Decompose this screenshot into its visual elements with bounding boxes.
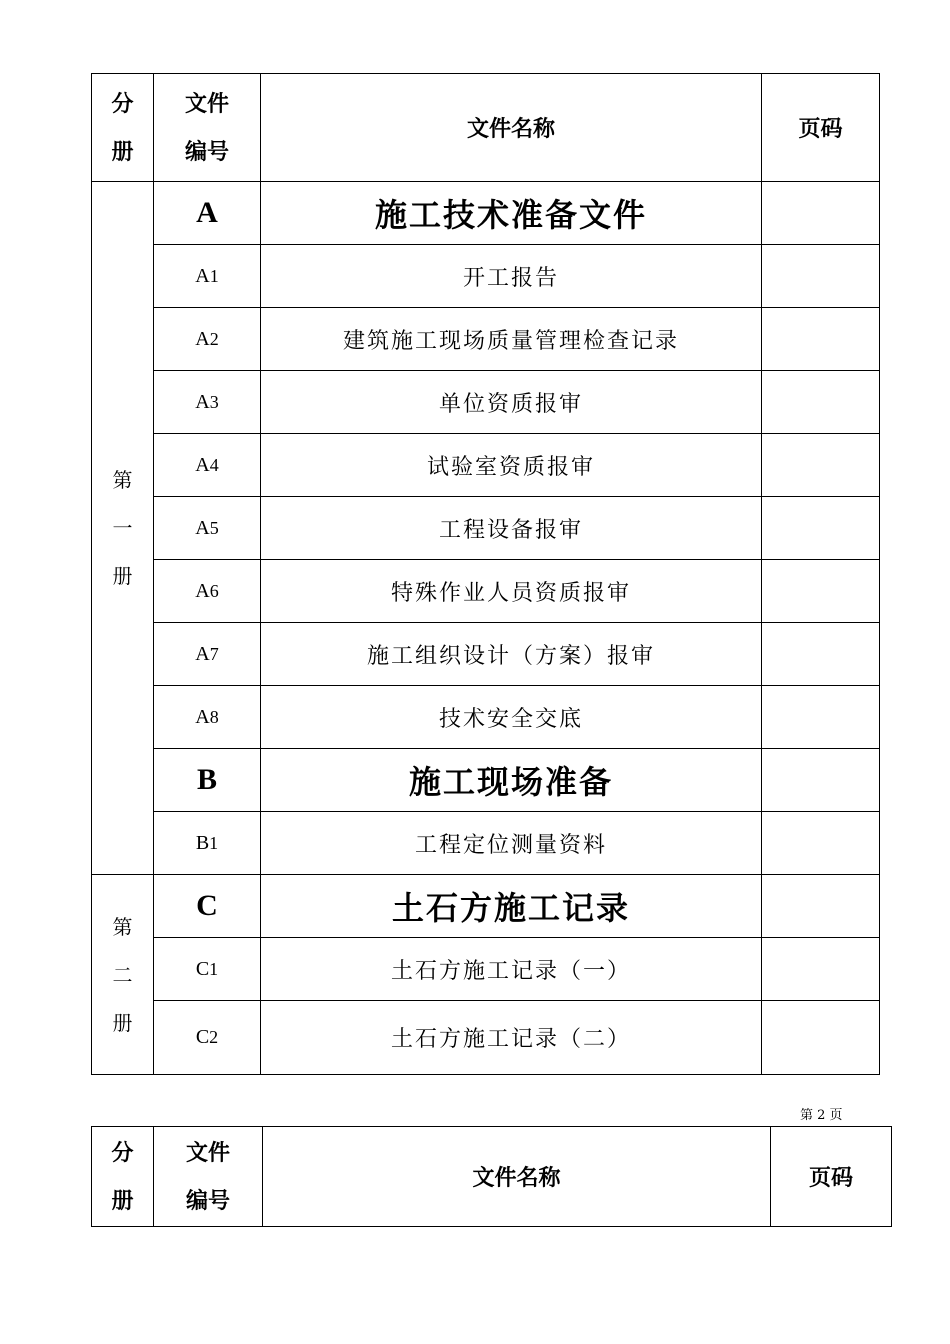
file-title: 特殊作业人员资质报审 <box>261 560 762 623</box>
file-code-letter: A <box>195 579 210 602</box>
file-code <box>154 308 261 371</box>
header-code: 文件编号 <box>154 74 261 182</box>
section-row <box>92 182 880 245</box>
file-code-number: 5 <box>209 517 219 538</box>
file-code-letter: C <box>195 1026 210 1048</box>
file-code-letter: A <box>195 516 210 539</box>
file-title: 试验室资质报审 <box>261 434 762 497</box>
file-code <box>154 623 261 686</box>
table-row <box>92 434 880 497</box>
header-row <box>92 1127 892 1227</box>
section-code: B <box>154 749 261 812</box>
file-code <box>154 1001 261 1075</box>
table-row <box>92 560 880 623</box>
file-code-letter: B <box>195 831 210 854</box>
page-cell <box>762 308 880 371</box>
page-number: 第 2 页 <box>800 1108 843 1123</box>
table-row <box>92 686 880 749</box>
file-code <box>154 497 261 560</box>
file-code-number: 2 <box>209 328 219 349</box>
file-code-number: 3 <box>209 391 219 412</box>
page-cell <box>762 938 880 1001</box>
file-code-letter: A <box>195 705 210 728</box>
file-code <box>154 434 261 497</box>
file-title: 土石方施工记录（一） <box>261 938 762 1001</box>
header-page: 页码 <box>771 1127 892 1227</box>
file-code-number: 1 <box>209 958 219 979</box>
page-cell <box>762 623 880 686</box>
file-code <box>154 938 261 1001</box>
file-code-letter: C <box>195 957 210 980</box>
table-row <box>92 623 880 686</box>
page-cell <box>762 245 880 308</box>
page-cell <box>762 182 880 245</box>
file-index-table-continued <box>91 1126 892 1227</box>
page-cell <box>762 434 880 497</box>
file-title: 工程定位测量资料 <box>261 812 762 875</box>
table-row <box>92 308 880 371</box>
page-cell <box>762 560 880 623</box>
section-code: C <box>154 875 261 938</box>
file-code-letter: A <box>195 390 210 413</box>
file-title: 建筑施工现场质量管理检查记录 <box>261 308 762 371</box>
table-row <box>92 371 880 434</box>
file-code-number: 1 <box>209 832 219 853</box>
section-row <box>92 749 880 812</box>
file-title: 单位资质报审 <box>261 371 762 434</box>
file-code <box>154 812 261 875</box>
file-code-number: 2 <box>209 1027 219 1047</box>
file-code-number: 6 <box>209 580 219 601</box>
volume-cell: 第一册 <box>92 182 154 875</box>
table-row <box>92 245 880 308</box>
page-cell <box>762 749 880 812</box>
file-code-letter: A <box>195 264 210 287</box>
page-cell <box>762 497 880 560</box>
section-title: 土石方施工记录 <box>261 875 762 938</box>
page-cell <box>762 812 880 875</box>
header-name: 文件名称 <box>261 74 762 182</box>
page-cell <box>762 686 880 749</box>
section-title: 施工技术准备文件 <box>261 182 762 245</box>
file-code-letter: A <box>195 642 210 665</box>
header-volume: 分册 <box>92 1127 154 1227</box>
file-title: 施工组织设计（方案）报审 <box>261 623 762 686</box>
header-row <box>92 74 880 182</box>
table-row <box>92 1001 880 1075</box>
file-code <box>154 371 261 434</box>
file-title: 工程设备报审 <box>261 497 762 560</box>
file-title: 技术安全交底 <box>261 686 762 749</box>
header-code: 文件编号 <box>154 1127 263 1227</box>
file-index-table <box>91 73 880 1075</box>
page-cell <box>762 875 880 938</box>
header-name: 文件名称 <box>263 1127 771 1227</box>
file-code-letter: A <box>195 327 210 350</box>
file-code <box>154 686 261 749</box>
section-row <box>92 875 880 938</box>
file-code-number: 7 <box>209 643 219 664</box>
file-code <box>154 560 261 623</box>
volume-cell: 第二册 <box>92 875 154 1075</box>
table-row <box>92 497 880 560</box>
file-title: 土石方施工记录（二） <box>261 1001 762 1075</box>
file-title: 开工报告 <box>261 245 762 308</box>
section-code: A <box>154 182 261 245</box>
file-code <box>154 245 261 308</box>
page-cell <box>762 1001 880 1075</box>
file-code-number: 8 <box>209 706 219 727</box>
header-page: 页码 <box>762 74 880 182</box>
header-volume: 分册 <box>92 74 154 182</box>
table-row <box>92 812 880 875</box>
section-title: 施工现场准备 <box>261 749 762 812</box>
table-row <box>92 938 880 1001</box>
page-cell <box>762 371 880 434</box>
file-code-number: 1 <box>209 265 219 286</box>
file-code-letter: A <box>195 453 210 476</box>
file-code-number: 4 <box>209 454 219 475</box>
